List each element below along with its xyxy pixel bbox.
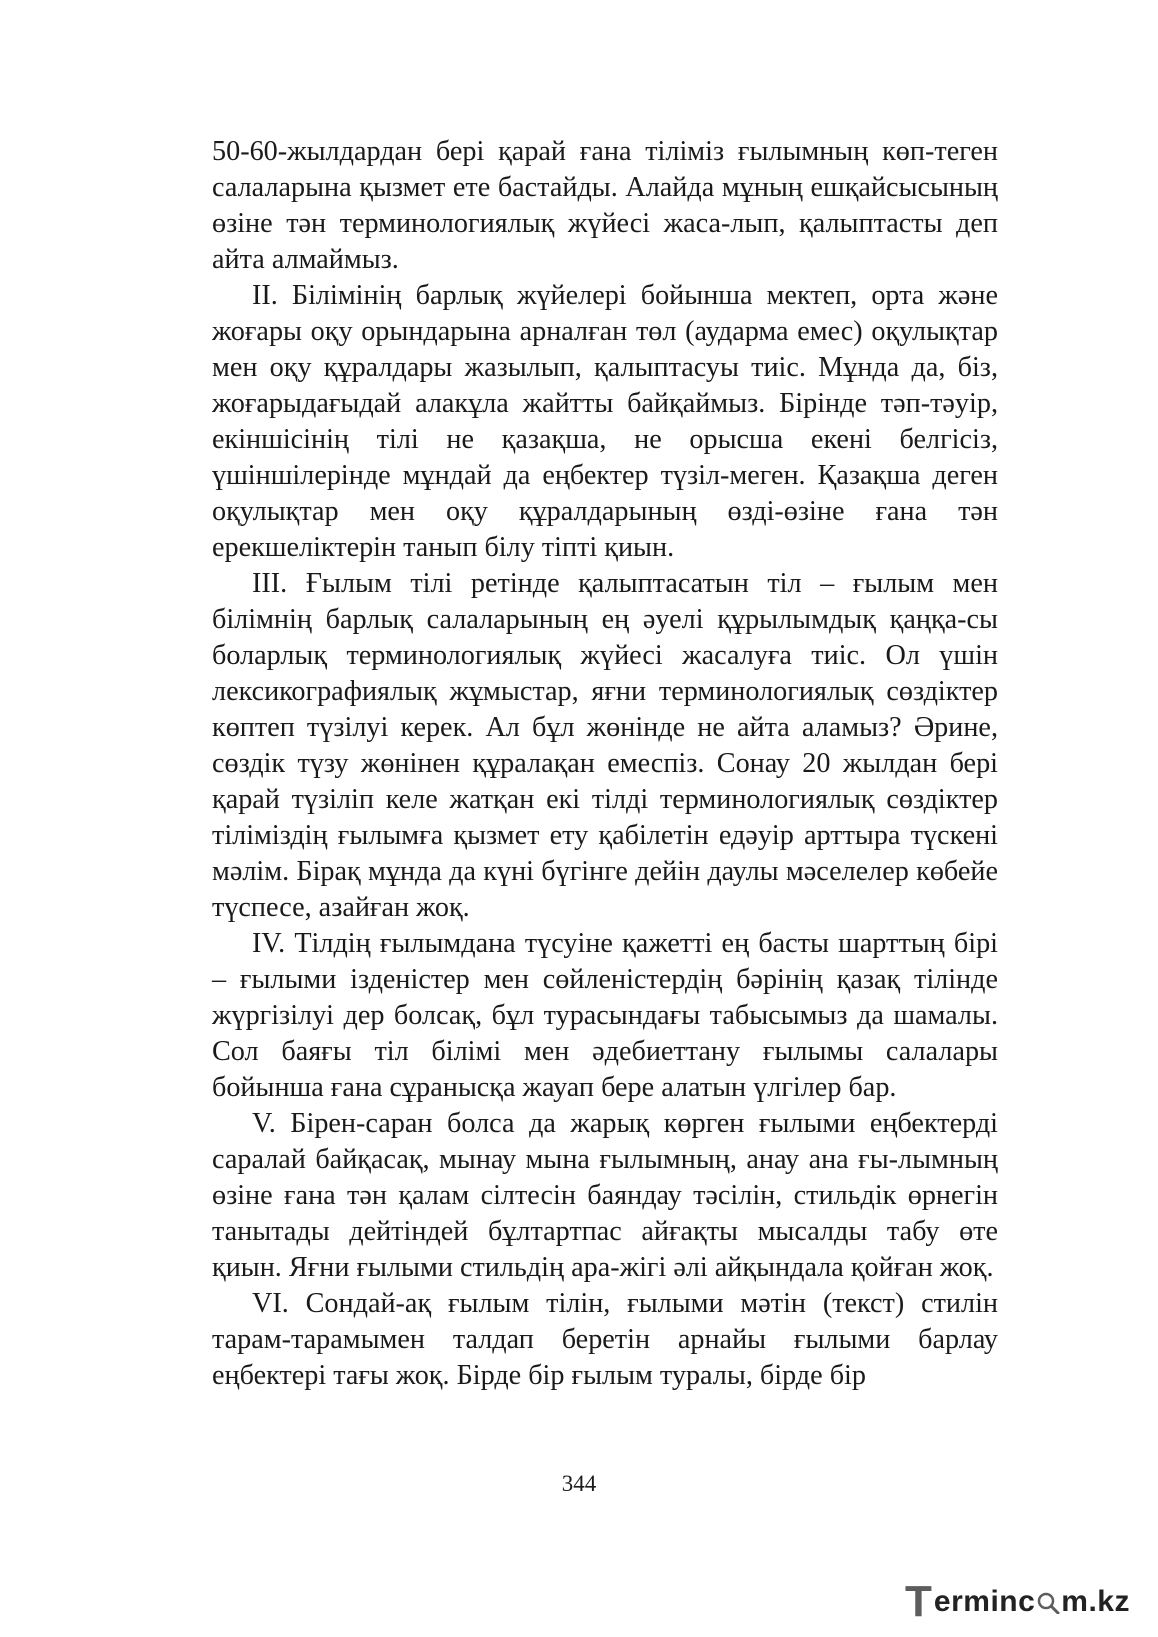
watermark-logo (905, 1577, 1130, 1626)
paragraph-v: V. Бірен-саран болса да жарық көрген ғылыми еңбектерді саралай байқасақ, мынау мына ғылымның, анау ана ғы-лымның өзіне ғана тән қалам сілтесін баяндау тәсілін, стильдік өрнегін танытады дейтіндей бұлтартпас айғақты мысалды табу өте қиын. Яғни ғылыми стильдің ара-жігі әлі айқындала қойған жоқ. (212, 1108, 998, 1283)
paragraph-iv: IV. Тілдің ғылымдана түсуіне қажетті ең басты шарттың бірі – ғылыми ізденістер мен сөйленістердің бәрінің қазақ тілінде жүргізілуі дер болсақ, бұл турасындағы табысымыз да шамалы. Сол баяғы тіл білімі мен әдебиеттану ғылымы салалары бойынша ғана сұранысқа жауап бере алатын үлгілер бар. (212, 928, 998, 1103)
magnifier-icon (1036, 1590, 1060, 1614)
watermark-part1: erminc (933, 1585, 1036, 1618)
paragraph-ii: ІІ. Білімінің барлық жүйелері бойынша мектеп, орта және жоғары оқу орындарына арналған төл (аударма емес) оқулықтар мен оқу құралдары жазылып, қалыптасуы тиіс. Мұнда да, біз, жоғарыдағыдай алакұла жайтты байқаймыз. Бірінде тәп-тәуір, екіншісінің тілі не қазақша, не орысша екені белгісіз, үшіншілерінде мұндай да еңбектер түзіл-меген. Қазақша деген оқулықтар мен оқу құралдарының өзді-өзіне ғана тән ерекшеліктерін танып білу тіпті қиын. (212, 280, 998, 563)
page-number: 344 (561, 1471, 597, 1496)
watermark-part2: m.kz (1061, 1585, 1130, 1618)
paragraph-intro: 50-60-жылдардан бері қарай ғана тіліміз ғылымның көп-теген салаларына қызмет ете бастайды. Алайда мұның ешқайсысының өзіне тән терминологиялық жүйесі жаса-лып, қалыптасты деп айта алмаймыз. (212, 136, 998, 275)
paragraph-vi: VI. Сондай-ақ ғылым тілін, ғылыми мәтін (текст) стилін тарам-тарамымен талдап беретін арнайы ғылыми барлау еңбектері тағы жоқ. Бірде бір ғылым туралы, бірде бір (212, 1288, 998, 1391)
page-body (212, 134, 998, 1394)
watermark-prefix: T (905, 1577, 932, 1626)
watermark-text (934, 1585, 1130, 1619)
paragraph-iii: ІІІ. Ғылым тілі ретінде қалыптасатын тіл – ғылым мен білімнің барлық салаларының ең әуелі құрылымдық қаңқа-сы боларлық терминологиялық жүйесі жасалуға тиіс. Ол үшін лексикографиялық жұмыстар, яғни терминологиялық сөздіктер көптеп түзілуі керек. Ал бұл жөнінде не айта аламыз? Әрине, сөздік түзу жөнінен құралақан емеспіз. Сонау 20 жылдан бері қарай түзіліп келе жатқан екі тілді терминологиялық сөздіктер тіліміздің ғылымға қызмет ету қабілетін едәуір арттыра түскені мәлім. Бірақ мұнда да күні бүгінге дейін даулы мәселелер көбейе түспесе, азайған жоқ. (212, 568, 998, 923)
